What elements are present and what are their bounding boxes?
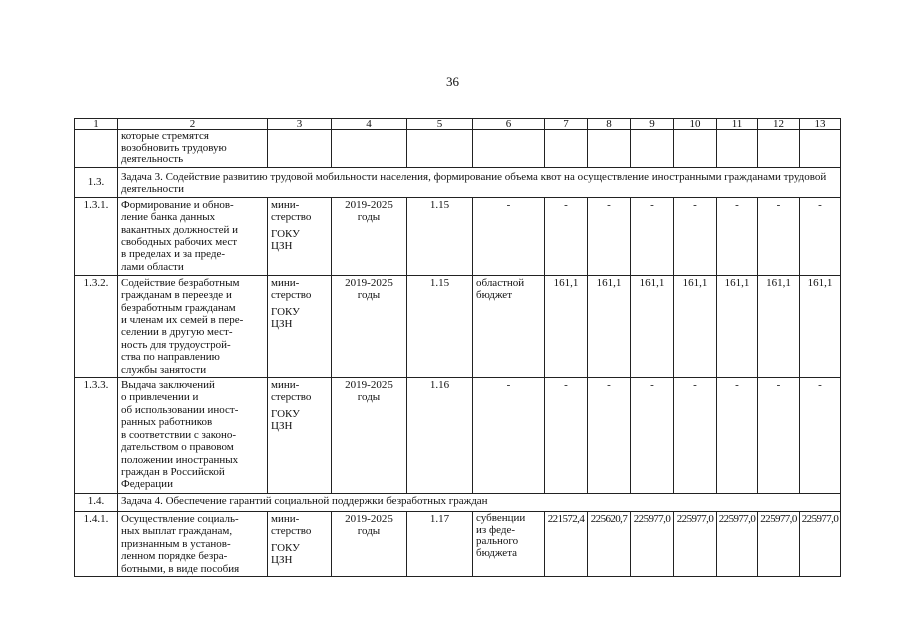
- value-cell: -: [545, 197, 588, 275]
- value-cell: 161,1: [545, 275, 588, 377]
- header-cell: 8: [588, 119, 631, 130]
- measures-table: [74, 118, 841, 577]
- header-cell: 10: [674, 119, 717, 130]
- value-cell: -: [758, 197, 800, 275]
- executor-ministry: мини- стерство: [271, 513, 312, 538]
- period: 2019-2025 годы: [332, 275, 407, 377]
- value-cell: -: [545, 378, 588, 494]
- continuation-text: которые стремятся возобновить трудовую деятельность: [118, 130, 268, 168]
- row-number: 1.3.1.: [75, 197, 118, 275]
- value-cell: 225977,0: [758, 512, 800, 577]
- page-number: 36: [446, 74, 459, 89]
- executor-ministry: мини- стерство: [271, 198, 312, 224]
- value-cell: -: [588, 378, 631, 494]
- value-cell: 225620,7: [588, 512, 631, 577]
- table-row: [75, 275, 841, 377]
- header-cell: 9: [631, 119, 674, 130]
- period: 2019-2025 годы: [332, 197, 407, 275]
- row-number: 1.3.2.: [75, 275, 118, 377]
- indicator: 1.17: [407, 512, 473, 577]
- header-cell: 13: [800, 119, 841, 130]
- table-row: [75, 378, 841, 494]
- funding-source: областной бюджет: [473, 275, 545, 377]
- value-cell: 225977,0: [674, 512, 717, 577]
- header-row: [75, 119, 841, 130]
- executor-ministry: мини- стерство: [271, 379, 312, 404]
- header-cell: 1: [75, 119, 118, 130]
- value-cell: 225977,0: [717, 512, 758, 577]
- value-cell: -: [631, 197, 674, 275]
- value-cell: -: [674, 197, 717, 275]
- value-cell: -: [758, 378, 800, 494]
- value-cell: -: [588, 197, 631, 275]
- row-number: 1.4.1.: [75, 512, 118, 577]
- value-cell: -: [800, 378, 841, 494]
- executor-cell: [268, 378, 332, 494]
- header-cell: 2: [118, 119, 268, 130]
- value-cell: 161,1: [717, 275, 758, 377]
- value-cell: 161,1: [758, 275, 800, 377]
- executor-cell: [268, 512, 332, 577]
- task-row: [75, 494, 841, 512]
- period: 2019-2025 годы: [332, 378, 407, 494]
- measure-name: Выдача заключений о привлечении и об использовании иност- ранных работников в соответствии с законо- дательством о правовом положении иностранных граждан в Российской Федерации: [118, 378, 268, 494]
- executor-center: ГОКУ ЦЗН: [271, 305, 300, 331]
- funding-source: субвенции из феде- рального бюджета: [473, 512, 545, 577]
- header-cell: 11: [717, 119, 758, 130]
- executor-cell: [268, 275, 332, 377]
- header-cell: 12: [758, 119, 800, 130]
- value-cell: 161,1: [674, 275, 717, 377]
- executor-center: ГОКУ ЦЗН: [271, 407, 300, 433]
- task-title: Задача 4. Обеспечение гарантий социальной поддержки безработных граждан: [118, 494, 841, 512]
- task-number: 1.4.: [75, 494, 118, 512]
- task-title: Задача 3. Содействие развитию трудовой мобильности населения, формирование объема квот на осуществление иностранными гражданами трудовой деятельности: [118, 168, 841, 198]
- table-row: [75, 512, 841, 577]
- indicator: 1.16: [407, 378, 473, 494]
- funding-source: -: [473, 378, 545, 494]
- header-cell: 7: [545, 119, 588, 130]
- value-cell: 161,1: [800, 275, 841, 377]
- header-cell: 4: [332, 119, 407, 130]
- continuation-row: [75, 130, 841, 168]
- header-cell: 6: [473, 119, 545, 130]
- executor-ministry: мини- стерство: [271, 276, 312, 302]
- header-cell: 5: [407, 119, 473, 130]
- executor-center: ГОКУ ЦЗН: [271, 541, 300, 567]
- value-cell: -: [717, 197, 758, 275]
- measure-name: Содействие безработным гражданам в переезде и безработным гражданам и членам их семей в пере- селении в другую мест- ность для трудоустрой- ства по направлению службы занятости: [118, 275, 268, 377]
- value-cell: 225977,0: [800, 512, 841, 577]
- task-number: 1.3.: [75, 168, 118, 198]
- value-cell: -: [674, 378, 717, 494]
- value-cell: 161,1: [631, 275, 674, 377]
- value-cell: -: [717, 378, 758, 494]
- measure-name: Осуществление социаль- ных выплат гражданам, признанным в установ- ленном порядке безра- ботными, в виде пособия: [118, 512, 268, 577]
- value-cell: 225977,0: [631, 512, 674, 577]
- value-cell: 161,1: [588, 275, 631, 377]
- executor-center: ГОКУ ЦЗН: [271, 227, 300, 253]
- value-cell: 221572,4: [545, 512, 588, 577]
- funding-source: -: [473, 197, 545, 275]
- header-cell: 3: [268, 119, 332, 130]
- indicator: 1.15: [407, 275, 473, 377]
- task-row: [75, 168, 841, 198]
- period: 2019-2025 годы: [332, 512, 407, 577]
- row-number: 1.3.3.: [75, 378, 118, 494]
- indicator: 1.15: [407, 197, 473, 275]
- value-cell: -: [631, 378, 674, 494]
- executor-cell: [268, 197, 332, 275]
- measure-name: Формирование и обнов- ление банка данных вакантных должностей и свободных рабочих мест в пределах и за преде- лами области: [118, 197, 268, 275]
- table-row: [75, 197, 841, 275]
- value-cell: -: [800, 197, 841, 275]
